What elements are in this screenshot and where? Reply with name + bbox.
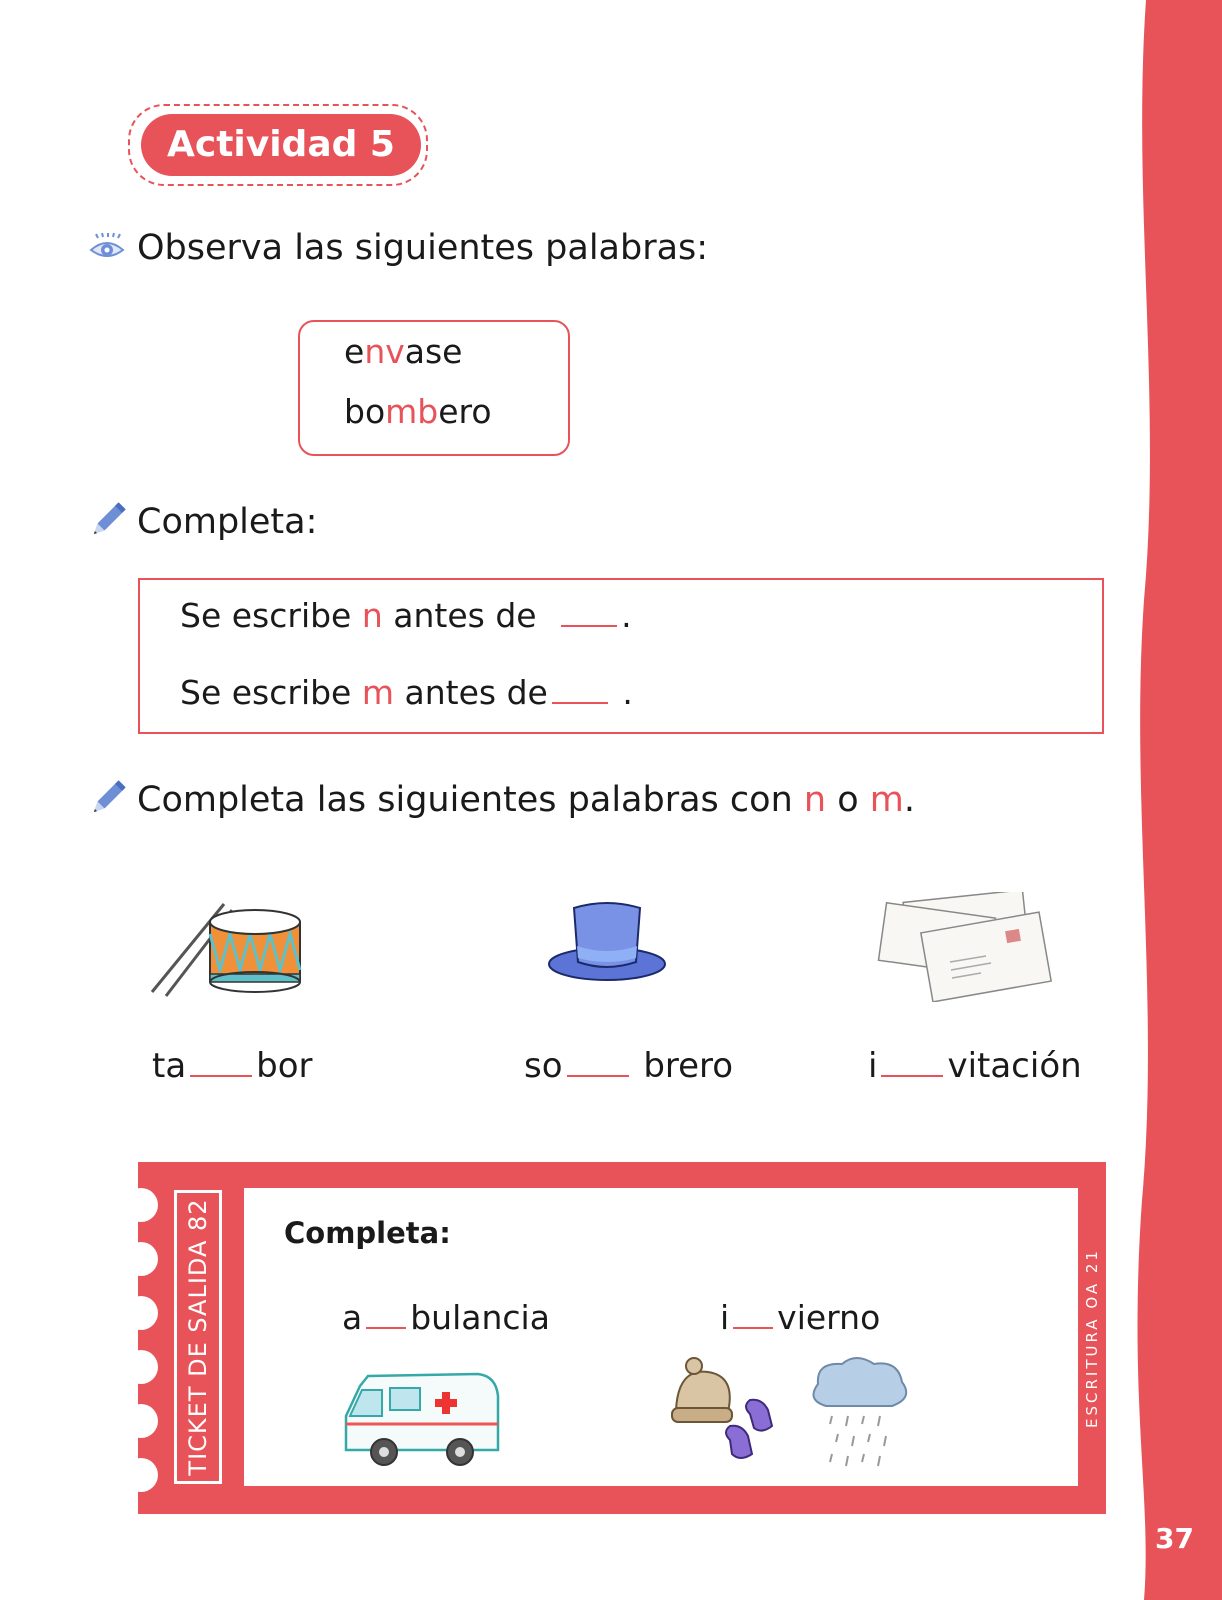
word-blank[interactable]: [190, 1074, 252, 1077]
ticket-label-box: [174, 1190, 222, 1484]
rule-text: antes de: [382, 596, 548, 635]
ticket-punch-hole: [124, 1404, 158, 1438]
word-blank[interactable]: [567, 1074, 629, 1077]
word-part: ta: [152, 1046, 187, 1086]
word-highlight: mb: [385, 392, 439, 431]
word-part: brero: [632, 1046, 734, 1086]
fill-word-invitacion: [868, 1046, 1082, 1086]
word-part: bulancia: [410, 1298, 550, 1337]
rule-letter: m: [361, 673, 395, 712]
winter-clothes-icon: [666, 1354, 918, 1478]
rule-text: Se escribe: [180, 596, 362, 635]
ticket-title: Completa:: [284, 1216, 451, 1250]
rule-letter: n: [361, 596, 383, 635]
observe-instruction: Observa las siguientes palabras:: [137, 228, 709, 268]
rule-end: .: [611, 673, 633, 712]
example-word: [344, 332, 462, 371]
page-number: 37: [1155, 1522, 1194, 1555]
activity-badge: Actividad 5: [141, 114, 421, 176]
rule-line-n: [180, 596, 632, 635]
word-part: ero: [438, 392, 492, 431]
pencil-icon: [88, 500, 128, 540]
word-blank[interactable]: [881, 1074, 943, 1077]
top-hat-icon: [544, 900, 670, 990]
fill-word-invierno: [720, 1298, 880, 1337]
rule-blank-n[interactable]: [561, 624, 617, 627]
word-part: i: [720, 1298, 730, 1337]
rule-text: antes de: [394, 673, 548, 712]
rule-blank-m[interactable]: [552, 701, 608, 704]
drum-icon: [148, 900, 308, 1000]
eye-icon: [88, 232, 126, 262]
instruction-text: Completa las siguientes palabras con: [137, 780, 804, 820]
complete-instruction: Completa:: [137, 502, 318, 542]
word-part: so: [524, 1046, 563, 1086]
word-part: e: [344, 332, 365, 371]
side-decorative-band: [1122, 0, 1222, 1600]
fill-word-tambor: [152, 1046, 313, 1086]
word-part: bo: [344, 392, 386, 431]
ticket-punch-hole: [124, 1296, 158, 1330]
letter-m: m: [869, 780, 904, 820]
fill-word-sombrero: [524, 1046, 733, 1086]
word-part: vierno: [777, 1298, 881, 1337]
rule-box: [138, 578, 1104, 734]
word-part: vitación: [947, 1046, 1082, 1086]
ticket-punch-hole: [124, 1188, 158, 1222]
example-words-box: [298, 320, 570, 456]
rule-end: .: [621, 596, 632, 635]
instruction-text: .: [903, 780, 915, 820]
ticket-punch-hole: [124, 1458, 158, 1492]
ticket-side-code: ESCRITURA OA 21: [1083, 1248, 1101, 1428]
ticket-content: [244, 1188, 1078, 1486]
fill-word-ambulancia: [342, 1298, 550, 1337]
word-blank[interactable]: [733, 1326, 773, 1329]
letter-n: n: [803, 780, 827, 820]
ticket-label: TICKET DE SALIDA 82: [184, 1198, 212, 1476]
word-highlight: nv: [364, 332, 405, 371]
word-part: a: [342, 1298, 363, 1337]
word-part: i: [868, 1046, 878, 1086]
exit-ticket: [138, 1162, 1106, 1514]
example-word: [344, 392, 492, 431]
envelopes-icon: [876, 892, 1052, 1002]
word-blank[interactable]: [366, 1326, 406, 1329]
instruction-text: o: [826, 780, 870, 820]
rule-text: Se escribe: [180, 673, 362, 712]
rule-line-m: [180, 673, 633, 712]
ticket-punch-hole: [124, 1350, 158, 1384]
ticket-punch-hole: [124, 1242, 158, 1276]
complete-words-instruction: [137, 780, 915, 820]
pencil-icon: [88, 778, 128, 818]
ambulance-icon: [338, 1366, 504, 1468]
word-part: bor: [256, 1046, 313, 1086]
word-part: ase: [404, 332, 463, 371]
